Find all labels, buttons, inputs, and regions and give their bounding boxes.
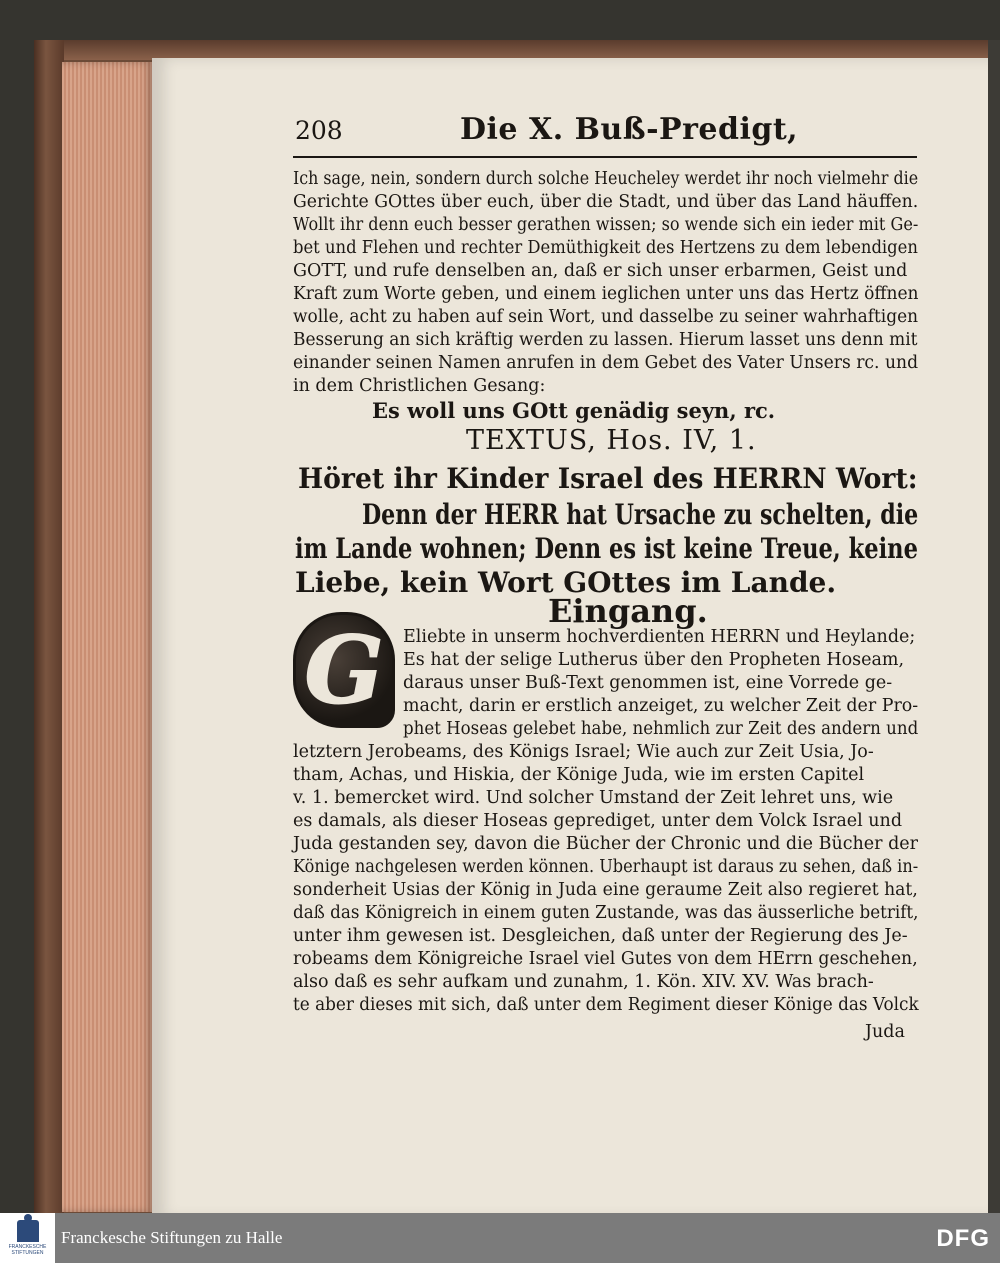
body-line: in dem Christlichen Gesang:: [293, 376, 546, 396]
header-rule: [293, 156, 917, 158]
building-icon: [17, 1220, 39, 1242]
body-line: wolle, acht zu haben auf sein Wort, und dasselbe zu seiner wahrhaftigen: [293, 307, 919, 327]
body-line: sonderheit Usias der König in Juda eine geraume Zeit also regieret hat,: [293, 880, 918, 900]
logo-text: FRANCKESCHE STIFTUNGEN: [8, 1244, 47, 1256]
body-line: phet Hoseas gelebet habe, nehmlich zur Zeit des andern und: [403, 719, 919, 739]
body-line: tham, Achas, und Hiskia, der Könige Juda, wie im ersten Capitel: [293, 765, 865, 785]
verse-line: Liebe, kein Wort GOttes im Lande.: [295, 566, 837, 599]
body-line: te aber dieses mit sich, daß unter dem Regiment dieser Könige das Volck: [293, 995, 919, 1015]
catchword: Juda: [865, 1022, 905, 1042]
body-line: es damals, als dieser Hoseas geprediget, unter dem Volck Israel und: [293, 811, 903, 831]
body-line: Könige nachgelesen werden können. Uberhaupt ist daraus zu sehen, daß in-: [293, 857, 919, 877]
body-line: Ich sage, nein, sondern durch solche Heucheley werdet ihr noch vielmehr die: [293, 169, 919, 189]
body-line: v. 1. bemercket wird. Und solcher Umstand der Zeit lehret uns, wie: [293, 788, 894, 808]
franckesche-logo[interactable]: [0, 1213, 55, 1263]
book-cover-edge: [34, 40, 64, 1215]
body-line: Kraft zum Worte geben, und einem ieglichen unter uns das Hertz öffnen: [293, 284, 919, 304]
body-line: Es hat der selige Lutherus über den Propheten Hoseam,: [403, 650, 905, 670]
page-block-edge: [62, 62, 154, 1212]
body-line: Juda gestanden sey, davon die Bücher der Chronic und die Bücher der: [293, 834, 918, 854]
verse-line: im Lande wohnen; Denn es ist keine Treue, keine: [295, 532, 918, 565]
body-line: daraus unser Buß-Text genommen ist, eine Vorrede ge-: [403, 673, 893, 693]
textus-heading: TEXTUS, Hos. IV, 1.: [466, 425, 757, 456]
section-heading: Eingang.: [548, 592, 708, 630]
hymn-title: Es woll uns GOtt genädig seyn, rc.: [372, 398, 776, 423]
verse-line: Höret ihr Kinder Israel des HERRN Wort:: [298, 462, 918, 495]
book-gutter: [988, 40, 1000, 1215]
body-line: Gerichte GOttes über euch, über die Stadt, und über das Land häuffen.: [293, 192, 919, 212]
body-line: Wollt ihr denn euch besser gerathen wissen; so wende sich ein ieder mit Ge-: [293, 215, 919, 235]
body-line: robeams dem Königreiche Israel viel Gutes von dem HErrn geschehen,: [293, 949, 918, 969]
page-number: 208: [295, 116, 343, 145]
footer-bar: [0, 1213, 1000, 1263]
dfg-logo[interactable]: DFG: [936, 1225, 990, 1252]
footer-title[interactable]: Franckesche Stiftungen zu Halle: [61, 1228, 283, 1247]
book-top-board: [34, 40, 1000, 60]
body-line: einander seinen Namen anrufen in dem Gebet des Vater Unsers rc. und: [293, 353, 919, 373]
body-line: Besserung an sich kräftig werden zu lassen. Hierum lasset uns denn mit: [293, 330, 918, 350]
body-line: GOTT, und rufe denselben an, daß er sich unser erbarmen, Geist und: [293, 261, 908, 281]
body-line: daß das Königreich in einem guten Zustande, was das äusserliche betrift,: [293, 903, 919, 923]
body-line: macht, darin er erstlich anzeiget, zu welcher Zeit der Pro-: [403, 696, 919, 716]
body-line: letztern Jerobeams, des Königs Israel; Wie auch zur Zeit Usia, Jo-: [293, 742, 874, 762]
body-line: bet und Flehen und rechter Demüthigkeit des Hertzens zu dem lebendigen: [293, 238, 918, 258]
verse-line: Denn der HERR hat Ursache zu schelten, die: [362, 498, 919, 531]
decorated-initial: G: [293, 612, 395, 728]
body-line: also daß es sehr aufkam und zunahm, 1. Kön. XIV. XV. Was brach-: [293, 972, 874, 992]
body-line: unter ihm gewesen ist. Desgleichen, daß unter der Regierung des Je-: [293, 926, 908, 946]
body-line: Eliebte in unserm hochverdienten HERRN und Heylande;: [403, 627, 916, 647]
running-head: Die X. Buß-Predigt,: [460, 112, 799, 147]
